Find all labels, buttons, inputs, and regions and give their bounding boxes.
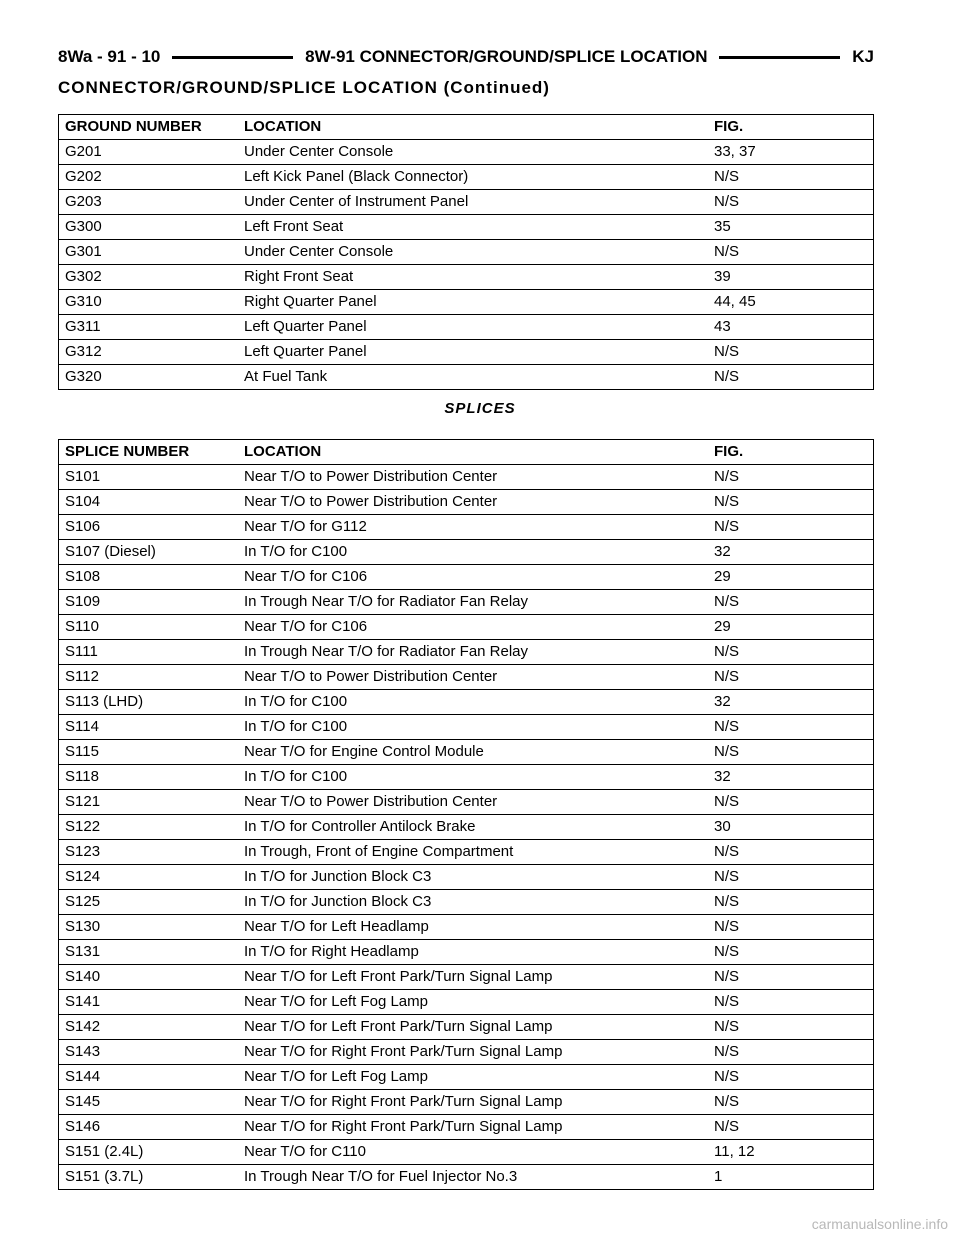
table-row	[59, 1140, 874, 1165]
location-cell: Left Front Seat	[238, 215, 708, 240]
id-cell: G203	[59, 190, 239, 215]
table-row	[59, 315, 874, 340]
header-rule	[172, 56, 293, 59]
table-row	[59, 590, 874, 615]
table-row	[59, 490, 874, 515]
id-cell: S125	[59, 890, 239, 915]
fig-cell: N/S	[708, 240, 874, 265]
id-cell: G201	[59, 140, 239, 165]
location-cell: Near T/O to Power Distribution Center	[238, 665, 708, 690]
splices-title: SPLICES	[444, 400, 516, 417]
table-row	[59, 915, 874, 940]
id-cell: S113 (LHD)	[59, 690, 239, 715]
location-cell: In Trough Near T/O for Fuel Injector No.3	[238, 1165, 708, 1190]
column-header: SPLICE NUMBER	[59, 440, 239, 465]
location-cell: Near T/O for G112	[238, 515, 708, 540]
location-cell: Under Center Console	[238, 140, 708, 165]
table-row	[59, 965, 874, 990]
column-header: FIG.	[708, 115, 874, 140]
table-row	[59, 990, 874, 1015]
table-row	[59, 465, 874, 490]
id-cell: S140	[59, 965, 239, 990]
section-title: CONNECTOR/GROUND/SPLICE LOCATION (Continued)	[58, 78, 550, 97]
location-cell: Near T/O for Engine Control Module	[238, 740, 708, 765]
fig-cell: N/S	[708, 790, 874, 815]
id-cell: S123	[59, 840, 239, 865]
fig-cell: N/S	[708, 1040, 874, 1065]
page-header	[58, 44, 874, 70]
table-row	[59, 1115, 874, 1140]
chapter-title: 8W-91 CONNECTOR/GROUND/SPLICE LOCATION	[305, 47, 708, 66]
id-cell: S121	[59, 790, 239, 815]
column-header: LOCATION	[238, 440, 708, 465]
id-cell: S131	[59, 940, 239, 965]
table-row	[59, 290, 874, 315]
location-cell: Left Kick Panel (Black Connector)	[238, 165, 708, 190]
fig-cell: N/S	[708, 965, 874, 990]
fig-cell: 30	[708, 815, 874, 840]
fig-cell: N/S	[708, 340, 874, 365]
location-cell: Under Center of Instrument Panel	[238, 190, 708, 215]
id-cell: G312	[59, 340, 239, 365]
location-cell: In Trough Near T/O for Radiator Fan Relay	[238, 590, 708, 615]
id-cell: S112	[59, 665, 239, 690]
location-cell: Near T/O to Power Distribution Center	[238, 490, 708, 515]
watermark: carmanualsonline.info	[811, 1216, 948, 1232]
table-row	[59, 890, 874, 915]
table-row	[59, 515, 874, 540]
id-cell: G202	[59, 165, 239, 190]
table-header-row	[59, 115, 874, 140]
table-row	[59, 865, 874, 890]
id-cell: S122	[59, 815, 239, 840]
location-cell: In T/O for C100	[238, 715, 708, 740]
fig-cell: N/S	[708, 990, 874, 1015]
id-cell: S114	[59, 715, 239, 740]
fig-cell: 35	[708, 215, 874, 240]
location-cell: Right Quarter Panel	[238, 290, 708, 315]
location-cell: Near T/O to Power Distribution Center	[238, 790, 708, 815]
fig-cell: N/S	[708, 715, 874, 740]
location-cell: In T/O for C100	[238, 765, 708, 790]
table-header-row	[59, 440, 874, 465]
table-row	[59, 1065, 874, 1090]
table-row	[59, 140, 874, 165]
id-cell: G320	[59, 365, 239, 390]
location-cell: Near T/O for C106	[238, 615, 708, 640]
fig-cell: N/S	[708, 1090, 874, 1115]
id-cell: G311	[59, 315, 239, 340]
id-cell: G301	[59, 240, 239, 265]
fig-cell: 1	[708, 1165, 874, 1190]
id-cell: S115	[59, 740, 239, 765]
id-cell: S109	[59, 590, 239, 615]
fig-cell: N/S	[708, 740, 874, 765]
fig-cell: 33, 37	[708, 140, 874, 165]
header-rule	[719, 56, 840, 59]
id-cell: S130	[59, 915, 239, 940]
location-cell: In T/O for Controller Antilock Brake	[238, 815, 708, 840]
column-header: FIG.	[708, 440, 874, 465]
fig-cell: 29	[708, 615, 874, 640]
fig-cell: 43	[708, 315, 874, 340]
table-row	[59, 1040, 874, 1065]
id-cell: S144	[59, 1065, 239, 1090]
location-cell: Near T/O for Left Headlamp	[238, 915, 708, 940]
column-header: LOCATION	[238, 115, 708, 140]
fig-cell: N/S	[708, 515, 874, 540]
id-cell: S110	[59, 615, 239, 640]
splice-table	[58, 439, 874, 1190]
table-row	[59, 740, 874, 765]
id-cell: S118	[59, 765, 239, 790]
location-cell: In T/O for C100	[238, 540, 708, 565]
location-cell: Near T/O for Right Front Park/Turn Signal Lamp	[238, 1115, 708, 1140]
location-cell: In T/O for Right Headlamp	[238, 940, 708, 965]
table-row	[59, 815, 874, 840]
id-cell: G310	[59, 290, 239, 315]
table-row	[59, 1090, 874, 1115]
id-cell: S151 (2.4L)	[59, 1140, 239, 1165]
location-cell: Near T/O for Right Front Park/Turn Signal Lamp	[238, 1040, 708, 1065]
fig-cell: 44, 45	[708, 290, 874, 315]
table-row	[59, 690, 874, 715]
fig-cell: 32	[708, 765, 874, 790]
id-cell: G302	[59, 265, 239, 290]
table-row	[59, 240, 874, 265]
location-cell: Near T/O to Power Distribution Center	[238, 465, 708, 490]
id-cell: S143	[59, 1040, 239, 1065]
table-row	[59, 165, 874, 190]
location-cell: In Trough Near T/O for Radiator Fan Relay	[238, 640, 708, 665]
fig-cell: N/S	[708, 940, 874, 965]
table-row	[59, 665, 874, 690]
fig-cell: 32	[708, 690, 874, 715]
id-cell: S145	[59, 1090, 239, 1115]
location-cell: Near T/O for Left Front Park/Turn Signal Lamp	[238, 1015, 708, 1040]
table-row	[59, 1015, 874, 1040]
model-code: KJ	[852, 47, 874, 66]
table-row	[59, 840, 874, 865]
location-cell: In T/O for Junction Block C3	[238, 890, 708, 915]
table-row	[59, 765, 874, 790]
location-cell: Near T/O for C110	[238, 1140, 708, 1165]
location-cell: Near T/O for Left Fog Lamp	[238, 990, 708, 1015]
location-cell: At Fuel Tank	[238, 365, 708, 390]
id-cell: S104	[59, 490, 239, 515]
fig-cell: N/S	[708, 840, 874, 865]
id-cell: S107 (Diesel)	[59, 540, 239, 565]
fig-cell: 32	[708, 540, 874, 565]
table-row	[59, 940, 874, 965]
id-cell: S108	[59, 565, 239, 590]
fig-cell: N/S	[708, 1115, 874, 1140]
column-header: GROUND NUMBER	[59, 115, 239, 140]
fig-cell: 29	[708, 565, 874, 590]
table-row	[59, 615, 874, 640]
fig-cell: N/S	[708, 1065, 874, 1090]
fig-cell: N/S	[708, 165, 874, 190]
location-cell: In T/O for Junction Block C3	[238, 865, 708, 890]
fig-cell: N/S	[708, 915, 874, 940]
id-cell: S111	[59, 640, 239, 665]
table-row	[59, 365, 874, 390]
id-cell: S151 (3.7L)	[59, 1165, 239, 1190]
ground-table	[58, 114, 874, 390]
location-cell: Near T/O for Right Front Park/Turn Signal Lamp	[238, 1090, 708, 1115]
location-cell: In Trough, Front of Engine Compartment	[238, 840, 708, 865]
table-row	[59, 1165, 874, 1190]
table-row	[59, 265, 874, 290]
fig-cell: N/S	[708, 490, 874, 515]
table-row	[59, 190, 874, 215]
id-cell: S101	[59, 465, 239, 490]
fig-cell: N/S	[708, 190, 874, 215]
table-row	[59, 715, 874, 740]
fig-cell: 39	[708, 265, 874, 290]
table-row	[59, 640, 874, 665]
fig-cell: N/S	[708, 665, 874, 690]
table-row	[59, 790, 874, 815]
fig-cell: N/S	[708, 1015, 874, 1040]
location-cell: Under Center Console	[238, 240, 708, 265]
location-cell: Right Front Seat	[238, 265, 708, 290]
fig-cell: 11, 12	[708, 1140, 874, 1165]
location-cell: Near T/O for Left Front Park/Turn Signal Lamp	[238, 965, 708, 990]
id-cell: G300	[59, 215, 239, 240]
id-cell: S142	[59, 1015, 239, 1040]
location-cell: Near T/O for Left Fog Lamp	[238, 1065, 708, 1090]
table-row	[59, 565, 874, 590]
fig-cell: N/S	[708, 890, 874, 915]
fig-cell: N/S	[708, 465, 874, 490]
table-row	[59, 540, 874, 565]
location-cell: Near T/O for C106	[238, 565, 708, 590]
id-cell: S146	[59, 1115, 239, 1140]
fig-cell: N/S	[708, 865, 874, 890]
location-cell: Left Quarter Panel	[238, 340, 708, 365]
fig-cell: N/S	[708, 365, 874, 390]
page-number: 8Wa - 91 - 10	[58, 47, 161, 66]
location-cell: In T/O for C100	[238, 690, 708, 715]
fig-cell: N/S	[708, 640, 874, 665]
fig-cell: N/S	[708, 590, 874, 615]
id-cell: S141	[59, 990, 239, 1015]
table-row	[59, 340, 874, 365]
id-cell: S106	[59, 515, 239, 540]
location-cell: Left Quarter Panel	[238, 315, 708, 340]
table-row	[59, 215, 874, 240]
id-cell: S124	[59, 865, 239, 890]
